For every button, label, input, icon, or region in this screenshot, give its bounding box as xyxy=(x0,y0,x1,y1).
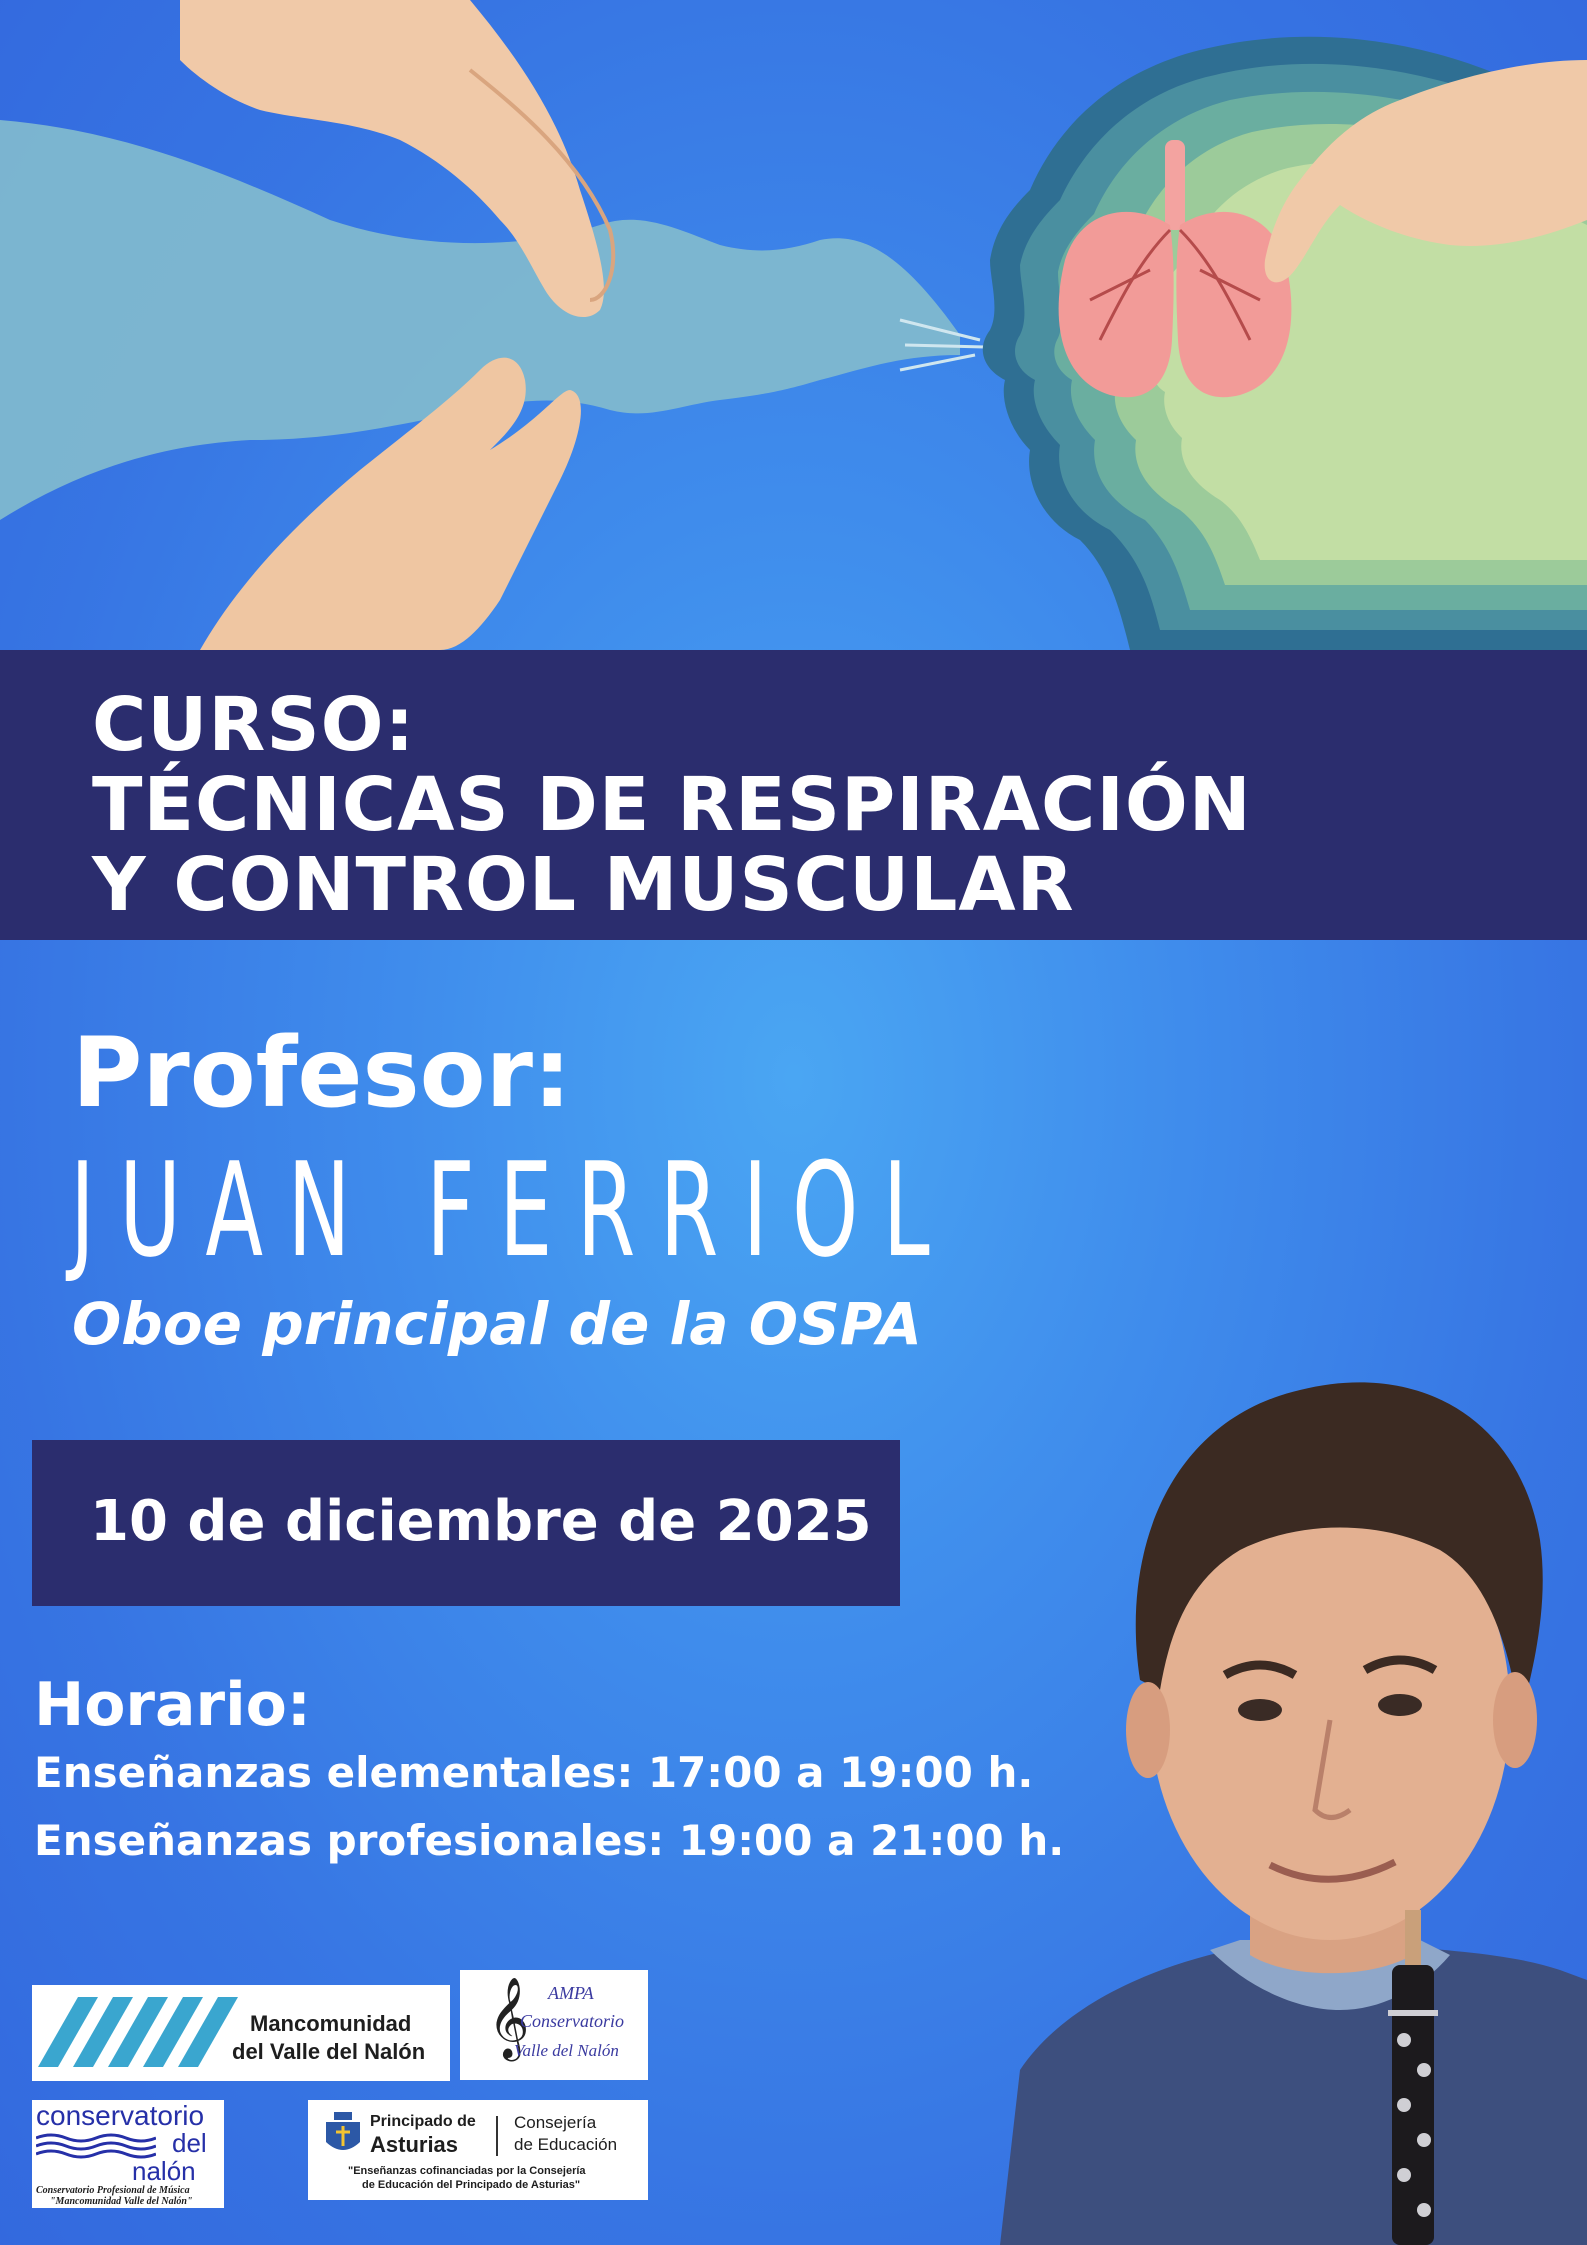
schedule-row-profesionales: Enseñanzas profesionales: 19:00 a 21:00 h. xyxy=(34,1816,1065,1865)
asturias-line-1: Principado de xyxy=(370,2113,476,2130)
conservatorio-word-3: nalón xyxy=(132,2156,196,2186)
ampa-line-3: Valle del Nalón xyxy=(514,2041,619,2060)
conservatorio-word-2: del xyxy=(172,2128,207,2158)
asturias-note-2: de Educación del Principado de Asturias" xyxy=(362,2179,581,2191)
course-title-line-2: TÉCNICAS DE RESPIRACIÓN xyxy=(92,762,1252,848)
ampa-line-1: AMPA xyxy=(548,1983,594,2003)
conservatorio-sub-1: Conservatorio Profesional de Música xyxy=(36,2185,190,2196)
mancomunidad-line-2: del Valle del Nalón xyxy=(232,2039,426,2064)
conservatorio-logo xyxy=(32,2100,224,2208)
course-title-line-3: Y CONTROL MUSCULAR xyxy=(92,842,1075,928)
professor-name: JUAN FERRIOL xyxy=(70,1134,955,1286)
schedule-title: Horario: xyxy=(34,1670,311,1740)
title-band xyxy=(0,650,1587,940)
mancomunidad-emblem-icon xyxy=(38,1997,238,2067)
date-box xyxy=(32,1440,900,1606)
mancomunidad-logo xyxy=(32,1985,450,2081)
asturias-note-1: "Enseñanzas cofinanciadas por la Consejería xyxy=(348,2165,586,2177)
mancomunidad-line-1: Mancomunidad xyxy=(250,2011,412,2036)
asturias-line-2: Asturias xyxy=(370,2132,459,2157)
hero-illustration xyxy=(0,0,1587,650)
ampa-line-2: Conservatorio xyxy=(520,2011,625,2031)
conservatorio-sub-2: "Mancomunidad Valle del Nalón" xyxy=(50,2196,193,2207)
course-title-line-1: CURSO: xyxy=(92,682,416,768)
professor-portrait xyxy=(1000,1250,1587,2245)
ampa-logo xyxy=(460,1970,648,2080)
conservatorio-word-1: conservatorio xyxy=(36,2100,205,2131)
schedule-row-elementales: Enseñanzas elementales: 17:00 a 19:00 h. xyxy=(34,1748,1034,1797)
professor-role: Oboe principal de la OSPA xyxy=(72,1290,922,1358)
asturias-dept-2: de Educación xyxy=(514,2135,618,2154)
professor-label: Profesor: xyxy=(72,1017,572,1129)
asturias-dept-1: Consejería xyxy=(514,2113,597,2132)
course-date: 10 de diciembre de 2025 xyxy=(90,1489,872,1554)
logo-divider xyxy=(496,2116,498,2156)
asturias-logo xyxy=(308,2100,648,2200)
treble-clef-icon: 𝄞 xyxy=(488,1976,530,2058)
asturias-shield-icon xyxy=(326,2112,360,2158)
